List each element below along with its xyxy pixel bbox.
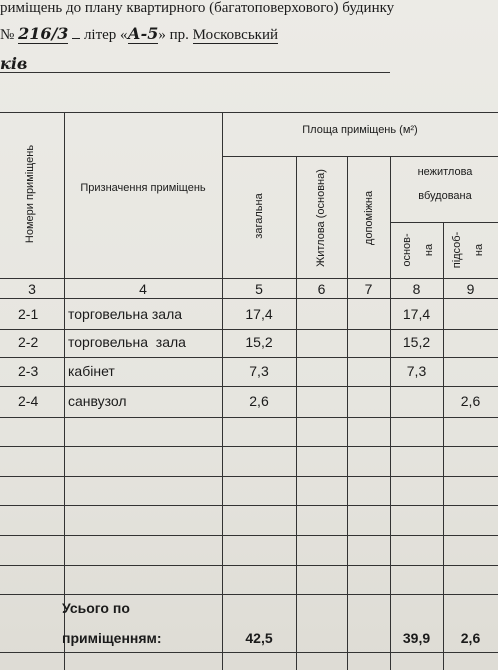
area-main: 15,2 [402, 334, 431, 350]
col-header-nonres: нежитлова вбудована [417, 166, 473, 202]
row-divider [0, 386, 498, 387]
col-divider-total [296, 156, 297, 670]
liter-prefix: літер « [83, 27, 128, 43]
header-bottom-border [0, 278, 498, 279]
totals-total: 42,5 [245, 630, 273, 646]
room-purpose: кабінет [68, 363, 115, 379]
room-number: 2-1 [18, 306, 39, 322]
row-divider [0, 535, 498, 536]
col-header-sub-b: на [473, 243, 485, 257]
liter-value: А-5 [127, 24, 159, 43]
city-underline [0, 72, 390, 73]
totals-sub: 2,6 [460, 630, 481, 646]
city-name: ків [0, 54, 28, 73]
col-header-area-group: Площа приміщень (м²) [302, 124, 418, 136]
room-purpose: торговельна зала [68, 334, 186, 350]
totals-main: 39,9 [402, 630, 431, 646]
area-main: 17,4 [402, 306, 431, 322]
row-divider [0, 329, 498, 330]
col-header-rooms: Номери приміщень [24, 144, 36, 244]
col-numbers-border [0, 298, 498, 299]
row-divider [0, 565, 498, 566]
col-number: 5 [255, 281, 263, 297]
col-number: 3 [28, 281, 36, 297]
table-top-border [0, 112, 498, 113]
row-divider [0, 594, 498, 595]
col-header-aux: допоміжна [363, 190, 375, 246]
document-heading [0, 0, 394, 17]
row-divider [0, 417, 498, 418]
row-divider [0, 357, 498, 358]
city-line [0, 54, 27, 74]
room-number: 2-2 [18, 334, 39, 350]
totals-label-line2: приміщенням: [62, 630, 162, 646]
street-name: Московський [192, 27, 279, 43]
heading-text: риміщень до плану квартирного (багатоповерхового) будинку [0, 0, 395, 16]
col-header-main-b: на [423, 243, 435, 257]
building-line [0, 24, 278, 44]
row-divider [0, 505, 498, 506]
col-header-main-a: основ- [401, 233, 413, 267]
area-sub: 2,6 [460, 393, 481, 409]
area-total: 2,6 [249, 393, 269, 409]
room-purpose: санвузол [68, 393, 127, 409]
number-prefix: № [0, 27, 15, 43]
col-divider-aux [390, 156, 391, 670]
area-main: 7,3 [406, 363, 427, 379]
col-header-purpose: Призначення приміщень [80, 182, 206, 194]
col-divider-purpose [222, 112, 223, 670]
col-header-sub-a: підсоб- [451, 231, 463, 269]
col-number: 7 [364, 281, 373, 297]
col-header-living: Житлова (основна) [315, 169, 327, 267]
room-purpose: торговельна зала [68, 306, 183, 322]
col-number: 6 [317, 281, 326, 297]
col-header-total: загальна [253, 193, 265, 239]
col-number: 8 [412, 281, 421, 297]
row-divider [0, 476, 498, 477]
totals-label-line1: Усього по [62, 600, 130, 616]
col-divider-rooms [64, 112, 65, 670]
area-total: 15,2 [245, 334, 273, 350]
room-number: 2-3 [18, 363, 39, 379]
area-group-divider [222, 156, 498, 157]
area-total: 7,3 [249, 363, 269, 379]
col-divider-living [347, 156, 348, 670]
liter-suffix: » пр. [158, 27, 189, 43]
row-divider [0, 446, 498, 447]
col-number: 9 [466, 281, 475, 297]
totals-divider [0, 652, 498, 653]
building-number: 216/3 [18, 24, 69, 43]
area-total: 17,4 [245, 306, 273, 322]
room-number: 2-4 [18, 393, 39, 409]
col-number: 4 [139, 281, 147, 297]
